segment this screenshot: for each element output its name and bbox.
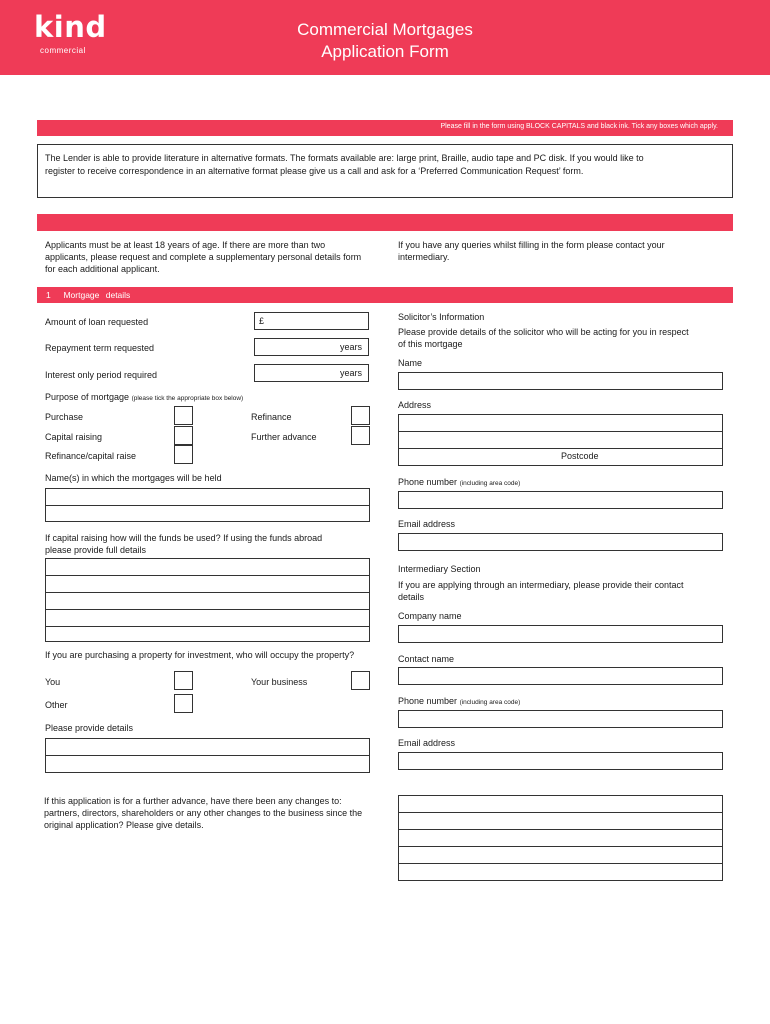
intermediary-email-input[interactable]	[398, 752, 723, 770]
logo-subtitle: commercial	[40, 46, 86, 55]
capital-details-input[interactable]	[45, 558, 370, 642]
provide-details-input[interactable]	[45, 738, 370, 773]
investment-question: If you are purchasing a property for investment, who will occupy the property?	[45, 650, 355, 660]
company-name-input[interactable]	[398, 625, 723, 643]
intro-right-text: If you have any queries whilst filling in the form please contact your intermediary.	[398, 240, 665, 262]
amount-label: Amount of loan requested	[45, 317, 149, 327]
literature-text: The Lender is able to provide literature in alternative formats. The formats available are: large print, Braille, audio tape and PC disk. If you would like to register to receive correspondence in an alternative format please give us a call and ask for a ‘Preferred Communication Request’ form.	[45, 153, 644, 176]
further-advance-details-input[interactable]	[398, 795, 723, 881]
section-1-title: 1 Mortgage details	[46, 290, 131, 300]
page-title: Commercial Mortgages Application Form	[297, 20, 473, 61]
you-checkbox[interactable]	[174, 671, 193, 690]
solicitor-address-label: Address	[398, 400, 432, 410]
company-name-label: Company name	[398, 611, 462, 621]
your-business-label: Your business	[251, 677, 308, 687]
capital-raising-label: Capital raising	[45, 432, 103, 442]
purpose-label: Purpose of mortgage (please tick the appropriate box below)	[45, 392, 244, 402]
capital-raising-checkbox[interactable]	[174, 426, 193, 445]
refinance-capital-label: Refinance/capital raise	[45, 451, 137, 461]
contact-name-input[interactable]	[398, 667, 723, 685]
amount-input[interactable]	[254, 312, 369, 330]
intermediary-phone-input[interactable]	[398, 710, 723, 728]
logo: kind	[34, 10, 107, 44]
intermediary-intro: If you are applying through an intermediary, please provide their contact details	[398, 580, 684, 602]
interest-label: Interest only period required	[45, 370, 158, 380]
further-advance-label: Further advance	[251, 432, 317, 442]
further-advance-checkbox[interactable]	[351, 426, 370, 445]
solicitor-address-input[interactable]	[398, 414, 723, 466]
purchase-label: Purchase	[45, 412, 84, 422]
notice-text: Please fill in the form using BLOCK CAPITALS and black ink. Tick any boxes which apply.	[440, 123, 718, 130]
currency-prefix: £	[259, 316, 265, 326]
names-input[interactable]	[45, 488, 370, 522]
intro-left-text: Applicants must be at least 18 years of age. If there are more than two applicants, please request and complete a supplementary personal details form for each additional applicant.	[45, 240, 362, 274]
solicitor-heading: Solicitor’s Information	[398, 312, 485, 322]
capital-question: If capital raising how will the funds be used? If using the funds abroad please provide full details	[45, 533, 323, 555]
names-label: Name(s) in which the mortgages will be held	[45, 473, 222, 483]
section-1-bar	[37, 287, 733, 303]
interest-unit: years	[339, 368, 362, 378]
solicitor-email-input[interactable]	[398, 533, 723, 551]
term-label: Repayment term requested	[45, 343, 155, 353]
refinance-capital-checkbox[interactable]	[174, 445, 193, 464]
divider-bar	[37, 214, 733, 231]
solicitor-name-input[interactable]	[398, 372, 723, 390]
further-advance-question: If this application is for a further advance, have there been any changes to: partners, directors, shareholders or any other changes to the business since the original application? Please give details.	[44, 796, 363, 830]
solicitor-phone-input[interactable]	[398, 491, 723, 509]
your-business-checkbox[interactable]	[351, 671, 370, 690]
purchase-checkbox[interactable]	[174, 406, 193, 425]
solicitor-email-label: Email address	[398, 519, 456, 529]
you-label: You	[45, 677, 61, 687]
contact-name-label: Contact name	[398, 654, 455, 664]
solicitor-name-label: Name	[398, 358, 423, 368]
term-input[interactable]	[254, 338, 369, 356]
intermediary-phone-label: Phone number (including area code)	[398, 696, 521, 706]
term-unit: years	[339, 342, 362, 352]
refinance-checkbox[interactable]	[351, 406, 370, 425]
intermediary-heading: Intermediary Section	[398, 564, 481, 574]
interest-input[interactable]	[254, 364, 369, 382]
postcode-label: Postcode	[561, 451, 599, 461]
other-label: Other	[45, 700, 68, 710]
intermediary-email-label: Email address	[398, 738, 456, 748]
provide-details-label: Please provide details	[45, 723, 134, 733]
solicitor-intro: Please provide details of the solicitor who will be acting for you in respect of this mortgage	[398, 327, 689, 349]
other-checkbox[interactable]	[174, 694, 193, 713]
refinance-label: Refinance	[251, 412, 292, 422]
solicitor-phone-label: Phone number (including area code)	[398, 477, 521, 487]
